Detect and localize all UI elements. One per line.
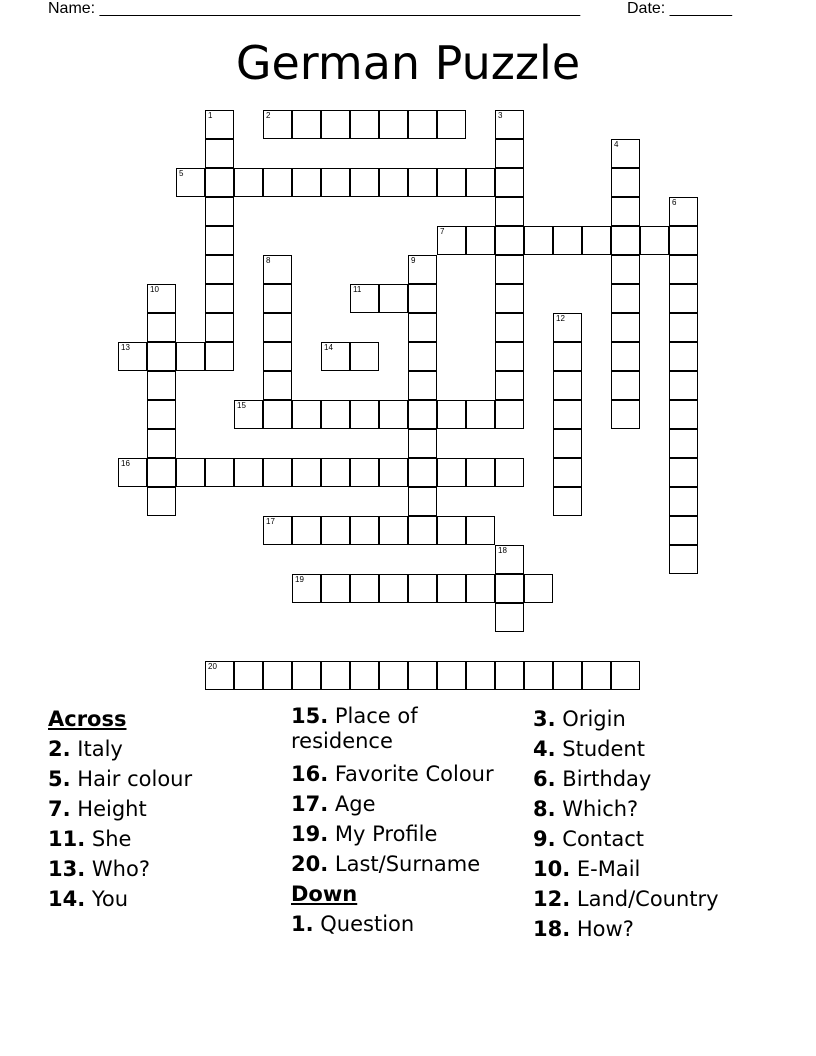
cell-number: 12 (556, 314, 565, 323)
grid-cell[interactable] (495, 284, 524, 313)
grid-cell[interactable] (408, 574, 437, 603)
grid-cell[interactable] (350, 458, 379, 487)
grid-cell[interactable] (611, 197, 640, 226)
grid-cell[interactable] (321, 516, 350, 545)
grid-cell[interactable] (408, 400, 437, 429)
grid-cell[interactable] (611, 313, 640, 342)
grid-cell[interactable] (205, 226, 234, 255)
grid-cell[interactable] (408, 313, 437, 342)
grid-cell[interactable] (176, 168, 205, 197)
grid-cell[interactable] (408, 168, 437, 197)
grid-cell[interactable] (205, 313, 234, 342)
grid-cell[interactable] (466, 226, 495, 255)
grid-cell[interactable] (321, 110, 350, 139)
grid-cell[interactable] (350, 284, 379, 313)
cell-number: 4 (614, 140, 619, 149)
clue-across-17: 17. Age (291, 792, 376, 816)
clue-down-8: 8. Which? (533, 797, 639, 821)
grid-cell[interactable] (611, 661, 640, 690)
cell-number: 17 (266, 517, 275, 526)
grid-cell[interactable] (321, 574, 350, 603)
cell-number: 5 (179, 169, 184, 178)
grid-cell[interactable] (669, 429, 698, 458)
grid-cell[interactable] (408, 342, 437, 371)
grid-cell[interactable] (553, 429, 582, 458)
grid-cell[interactable] (495, 110, 524, 139)
clue-across-2: 2. Italy (48, 737, 123, 761)
clue-down-3: 3. Origin (533, 707, 626, 731)
cell-number: 19 (295, 575, 304, 584)
grid-cell[interactable] (292, 574, 321, 603)
grid-cell[interactable] (495, 255, 524, 284)
grid-cell[interactable] (669, 545, 698, 574)
grid-cell[interactable] (437, 661, 466, 690)
grid-cell[interactable] (669, 458, 698, 487)
grid-cell[interactable] (263, 371, 292, 400)
grid-cell[interactable] (263, 313, 292, 342)
grid-cell[interactable] (669, 226, 698, 255)
grid-cell[interactable] (408, 371, 437, 400)
clue-across-16: 16. Favorite Colour (291, 762, 494, 786)
down-heading: Down (291, 882, 358, 906)
clue-across-11: 11. She (48, 827, 132, 851)
grid-cell[interactable] (611, 371, 640, 400)
grid-cell[interactable] (466, 400, 495, 429)
grid-cell[interactable] (321, 168, 350, 197)
grid-cell[interactable] (408, 487, 437, 516)
grid-cell[interactable] (147, 313, 176, 342)
grid-cell[interactable] (495, 139, 524, 168)
grid-cell[interactable] (147, 487, 176, 516)
grid-cell[interactable] (350, 110, 379, 139)
grid-cell[interactable] (205, 284, 234, 313)
cell-number: 13 (121, 343, 130, 352)
grid-cell[interactable] (292, 516, 321, 545)
grid-cell[interactable] (292, 400, 321, 429)
page-title: German Puzzle (235, 36, 581, 90)
grid-cell[interactable] (321, 342, 350, 371)
grid-cell[interactable] (524, 574, 553, 603)
grid-cell[interactable] (379, 400, 408, 429)
clue-column-3 (533, 704, 793, 944)
grid-cell[interactable] (408, 110, 437, 139)
grid-cell[interactable] (379, 168, 408, 197)
grid-cell[interactable] (379, 458, 408, 487)
cell-number: 2 (266, 111, 271, 120)
grid-cell[interactable] (553, 661, 582, 690)
grid-cell[interactable] (292, 458, 321, 487)
grid-cell[interactable] (263, 400, 292, 429)
grid-cell[interactable] (437, 110, 466, 139)
grid-cell[interactable] (350, 574, 379, 603)
clue-column-2 (291, 704, 526, 939)
grid-cell[interactable] (205, 197, 234, 226)
grid-cell[interactable] (495, 371, 524, 400)
grid-cell[interactable] (669, 371, 698, 400)
cell-number: 9 (411, 256, 416, 265)
cell-number: 16 (121, 459, 130, 468)
grid-cell[interactable] (379, 110, 408, 139)
grid-cell[interactable] (495, 168, 524, 197)
grid-cell[interactable] (147, 458, 176, 487)
clue-across-7: 7. Height (48, 797, 147, 821)
grid-cell[interactable] (669, 516, 698, 545)
clue-down-18: 18. How? (533, 917, 634, 941)
grid-cell[interactable] (437, 400, 466, 429)
grid-cell[interactable] (205, 255, 234, 284)
cell-number: 18 (498, 546, 507, 555)
grid-cell[interactable] (147, 371, 176, 400)
grid-cell[interactable] (495, 545, 524, 574)
grid-cell[interactable] (176, 342, 205, 371)
grid-cell[interactable] (379, 284, 408, 313)
grid-cell[interactable] (234, 458, 263, 487)
grid-cell[interactable] (437, 168, 466, 197)
grid-cell[interactable] (553, 226, 582, 255)
grid-cell[interactable] (350, 342, 379, 371)
grid-cell[interactable] (524, 226, 553, 255)
grid-cell[interactable] (408, 284, 437, 313)
grid-cell[interactable] (263, 284, 292, 313)
grid-cell[interactable] (234, 661, 263, 690)
clue-down-9: 9. Contact (533, 827, 644, 851)
grid-cell[interactable] (321, 458, 350, 487)
grid-cell[interactable] (263, 516, 292, 545)
grid-cell[interactable] (205, 661, 234, 690)
grid-cell[interactable] (582, 661, 611, 690)
grid-cell[interactable] (495, 603, 524, 632)
grid-cell[interactable] (321, 661, 350, 690)
grid-cell[interactable] (495, 400, 524, 429)
grid-cell[interactable] (321, 400, 350, 429)
grid-cell[interactable] (553, 458, 582, 487)
grid-cell[interactable] (669, 255, 698, 284)
grid-cell[interactable] (466, 574, 495, 603)
grid-cell[interactable] (669, 487, 698, 516)
grid-cell[interactable] (495, 661, 524, 690)
grid-cell[interactable] (611, 139, 640, 168)
grid-cell[interactable] (495, 313, 524, 342)
clue-down-4: 4. Student (533, 737, 645, 761)
cell-number: 3 (498, 111, 503, 120)
grid-cell[interactable] (263, 255, 292, 284)
grid-cell[interactable] (379, 516, 408, 545)
grid-cell[interactable] (553, 400, 582, 429)
grid-cell[interactable] (437, 458, 466, 487)
clue-column-1 (48, 704, 278, 914)
clue-across-19: 19. My Profile (291, 822, 438, 846)
grid-cell[interactable] (263, 168, 292, 197)
grid-cell[interactable] (611, 226, 640, 255)
grid-cell[interactable] (553, 342, 582, 371)
grid-cell[interactable] (350, 168, 379, 197)
grid-cell[interactable] (466, 516, 495, 545)
grid-cell[interactable] (176, 458, 205, 487)
cell-number: 15 (237, 401, 246, 410)
across-heading: Across (48, 707, 127, 731)
grid-cell[interactable] (437, 516, 466, 545)
grid-cell[interactable] (263, 458, 292, 487)
grid-cell[interactable] (205, 110, 234, 139)
cell-number: 7 (440, 227, 445, 236)
clue-across-5: 5. Hair colour (48, 767, 193, 791)
grid-cell[interactable] (379, 574, 408, 603)
grid-cell[interactable] (379, 661, 408, 690)
grid-cell[interactable] (553, 487, 582, 516)
clue-across-20: 20. Last/Surname (291, 852, 481, 876)
grid-cell[interactable] (495, 342, 524, 371)
grid-cell[interactable] (147, 342, 176, 371)
grid-cell[interactable] (466, 168, 495, 197)
grid-cell[interactable] (292, 110, 321, 139)
cell-number: 14 (324, 343, 333, 352)
grid-cell[interactable] (611, 342, 640, 371)
clue-across-13: 13. Who? (48, 857, 150, 881)
grid-cell[interactable] (669, 284, 698, 313)
grid-cell[interactable] (553, 371, 582, 400)
name-field-label: Name: ______________________________________________________ (48, 0, 581, 17)
grid-cell[interactable] (234, 168, 263, 197)
grid-cell[interactable] (350, 661, 379, 690)
grid-cell[interactable] (495, 226, 524, 255)
grid-cell[interactable] (553, 313, 582, 342)
grid-cell[interactable] (408, 661, 437, 690)
clue-across-14: 14. You (48, 887, 129, 911)
grid-cell[interactable] (147, 400, 176, 429)
clue-across-15: 15. Place of residence (291, 704, 418, 753)
grid-cell[interactable] (582, 226, 611, 255)
grid-cell[interactable] (263, 661, 292, 690)
grid-cell[interactable] (669, 197, 698, 226)
grid-cell[interactable] (669, 400, 698, 429)
grid-cell[interactable] (234, 400, 263, 429)
clue-down-10: 10. E-Mail (533, 857, 641, 881)
cell-number: 11 (353, 285, 362, 294)
grid-cell[interactable] (524, 661, 553, 690)
grid-cell[interactable] (437, 574, 466, 603)
cell-number: 6 (672, 198, 677, 207)
grid-cell[interactable] (205, 168, 234, 197)
grid-cell[interactable] (408, 429, 437, 458)
grid-cell[interactable] (292, 661, 321, 690)
grid-cell[interactable] (611, 400, 640, 429)
grid-cell[interactable] (495, 458, 524, 487)
grid-cell[interactable] (611, 255, 640, 284)
grid-cell[interactable] (205, 342, 234, 371)
grid-cell[interactable] (437, 226, 466, 255)
grid-cell[interactable] (495, 574, 524, 603)
grid-cell[interactable] (611, 168, 640, 197)
grid-cell[interactable] (350, 516, 379, 545)
grid-cell[interactable] (147, 284, 176, 313)
grid-cell[interactable] (205, 139, 234, 168)
grid-cell[interactable] (640, 226, 669, 255)
cell-number: 20 (208, 662, 217, 671)
clue-down-12: 12. Land/Country (533, 887, 719, 911)
grid-cell[interactable] (408, 255, 437, 284)
grid-cell[interactable] (408, 458, 437, 487)
cell-number: 8 (266, 256, 271, 265)
grid-cell[interactable] (466, 661, 495, 690)
cell-number: 10 (150, 285, 159, 294)
grid-cell[interactable] (147, 429, 176, 458)
clue-down-6: 6. Birthday (533, 767, 652, 791)
grid-cell[interactable] (408, 516, 437, 545)
grid-cell[interactable] (466, 458, 495, 487)
clue-down-1: 1. Question (291, 912, 415, 936)
grid-cell[interactable] (118, 458, 147, 487)
date-field-label: Date: _______ (627, 0, 732, 17)
grid-cell[interactable] (292, 168, 321, 197)
grid-cell[interactable] (669, 342, 698, 371)
grid-cell[interactable] (263, 110, 292, 139)
grid-cell[interactable] (350, 400, 379, 429)
grid-cell[interactable] (669, 313, 698, 342)
grid-cell[interactable] (263, 342, 292, 371)
cell-number: 1 (208, 111, 213, 120)
grid-cell[interactable] (611, 284, 640, 313)
grid-cell[interactable] (205, 458, 234, 487)
grid-cell[interactable] (118, 342, 147, 371)
grid-cell[interactable] (495, 197, 524, 226)
